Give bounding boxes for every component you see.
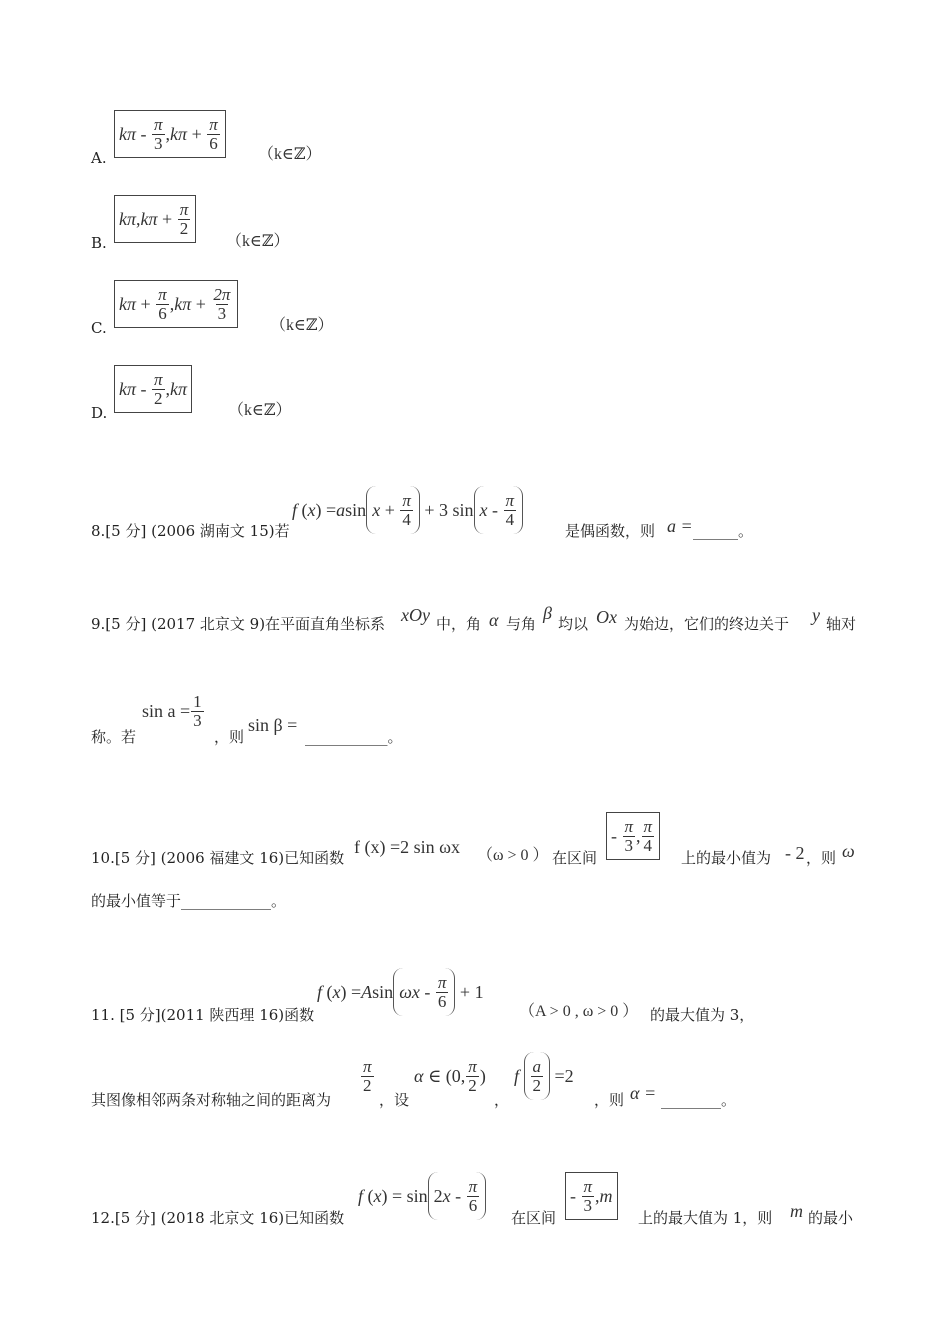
q8-blank: ______。 — [693, 522, 754, 540]
q12-prefix: 12.[5 分] (2018 北京文 16)已知函数 — [91, 1209, 345, 1227]
q9-beta: β — [543, 603, 552, 623]
q9-sin-b: sin β = — [248, 715, 298, 735]
q10-omega: ω — [842, 841, 855, 861]
q9-ox: Ox — [596, 607, 617, 627]
option-c-label: C. — [91, 319, 107, 337]
q10-function: f (x) =2 sin ωx — [354, 837, 460, 857]
q9-blank: ___________。 — [305, 728, 403, 746]
q9-sin-a: sin a = $\frac{1}{3}$ — [142, 692, 202, 730]
q10-t2: 上的最小值为 — [681, 849, 772, 867]
option-b-interval: kπ , kπ + $\frac{\pi}{2}$ — [114, 195, 196, 243]
q12-interval: - $\frac{\pi}{3}$ , m — [565, 1172, 618, 1220]
q9-t6: ，则 — [214, 728, 245, 746]
q12-t1: 在区间 — [511, 1209, 557, 1227]
q9-t5: 轴对 — [826, 615, 857, 633]
q11-t4: ，则 — [594, 1091, 625, 1109]
q9-alpha: α — [489, 610, 499, 630]
q8-suffix: 是偶函数，则 — [565, 522, 656, 540]
q12-m: m — [790, 1201, 803, 1221]
q11-alpha-eq: α = — [630, 1083, 657, 1103]
q12-t2: 上的最大值为 1，则 — [638, 1209, 773, 1227]
q10-minval: - 2 — [785, 843, 805, 863]
option-d-interval: kπ - $\frac{\pi}{2}$ , kπ — [114, 365, 192, 413]
q11-blank: ________。 — [661, 1091, 737, 1109]
option-a-condition: （k∈ℤ） — [258, 146, 322, 163]
q10-line2: 的最小值等于____________。 — [91, 892, 287, 910]
q11-prefix: 11. [5 分](2011 陕西理 16)函数 — [91, 1006, 315, 1024]
option-c-condition: （k∈ℤ） — [270, 317, 334, 334]
option-b-condition: （k∈ℤ） — [226, 233, 290, 250]
q8-var: a = — [667, 516, 693, 536]
q9-t4: 为始边，它们的终边关于 — [624, 615, 790, 633]
q11-t1: 的最大值为 3， — [650, 1006, 755, 1024]
option-d-condition: （k∈ℤ） — [228, 402, 292, 419]
option-a-label: A. — [91, 149, 107, 167]
q11-line2-prefix: 其图像相邻两条对称轴之间的距离为 — [91, 1091, 332, 1109]
q9-t1: 中，角 — [436, 615, 482, 633]
option-c-interval: kπ + $\frac{\pi}{6}$ , kπ + $\frac{2\pi}{3}$ — [114, 280, 238, 328]
q11-function: f ( x ) = A sin ωx - $\frac{\pi}{6}$ + 1 — [317, 968, 484, 1016]
q11-t2: ，设 — [379, 1091, 410, 1109]
q9-t2: 与角 — [506, 615, 537, 633]
q12-t3: 的最小 — [808, 1209, 854, 1227]
q10-condition: （ω > 0 ） — [477, 847, 549, 864]
q10-interval: - $\frac{\pi}{3}$ , $\frac{\pi}{4}$ — [606, 812, 660, 860]
q9-line2-prefix: 称。若 — [91, 728, 137, 746]
q11-f-alpha: f $\frac{a}{2}$ =2 — [514, 1052, 574, 1100]
q11-condition: （A > 0 , ω > 0 ） — [519, 1003, 639, 1020]
q8-function: f ( x ) = a sin x + $\frac{\pi}{4}$ + 3 sin x - $\frac{\pi}{4}$ — [292, 486, 523, 534]
q10-t1: 在区间 — [552, 849, 598, 867]
q9-prefix: 9.[5 分] (2017 北京文 9)在平面直角坐标系 — [91, 615, 386, 633]
q9-xoy: xOy — [401, 605, 430, 625]
q12-function: f ( x ) = sin 2 x - $\frac{\pi}{6}$ — [358, 1172, 486, 1220]
q10-prefix: 10.[5 分] (2006 福建文 16)已知函数 — [91, 849, 345, 867]
q9-t3: 均以 — [558, 615, 589, 633]
q8-prefix: 8.[5 分] (2006 湖南文 15)若 — [91, 522, 290, 540]
q9-y: y — [812, 605, 820, 625]
q11-pi-over-2: $\frac{\pi}{2}$ — [363, 1057, 372, 1095]
q10-t3: ，则 — [806, 849, 837, 867]
option-a-interval: kπ - $\frac{\pi}{3}$ , kπ + $\frac{\pi}{6}$ — [114, 110, 226, 158]
option-d-label: D. — [91, 404, 108, 422]
q11-alpha-range: α ∈ (0, $\frac{\pi}{2}$ ) — [414, 1057, 486, 1095]
option-b-label: B. — [91, 234, 107, 252]
q11-t3: ， — [494, 1091, 510, 1109]
